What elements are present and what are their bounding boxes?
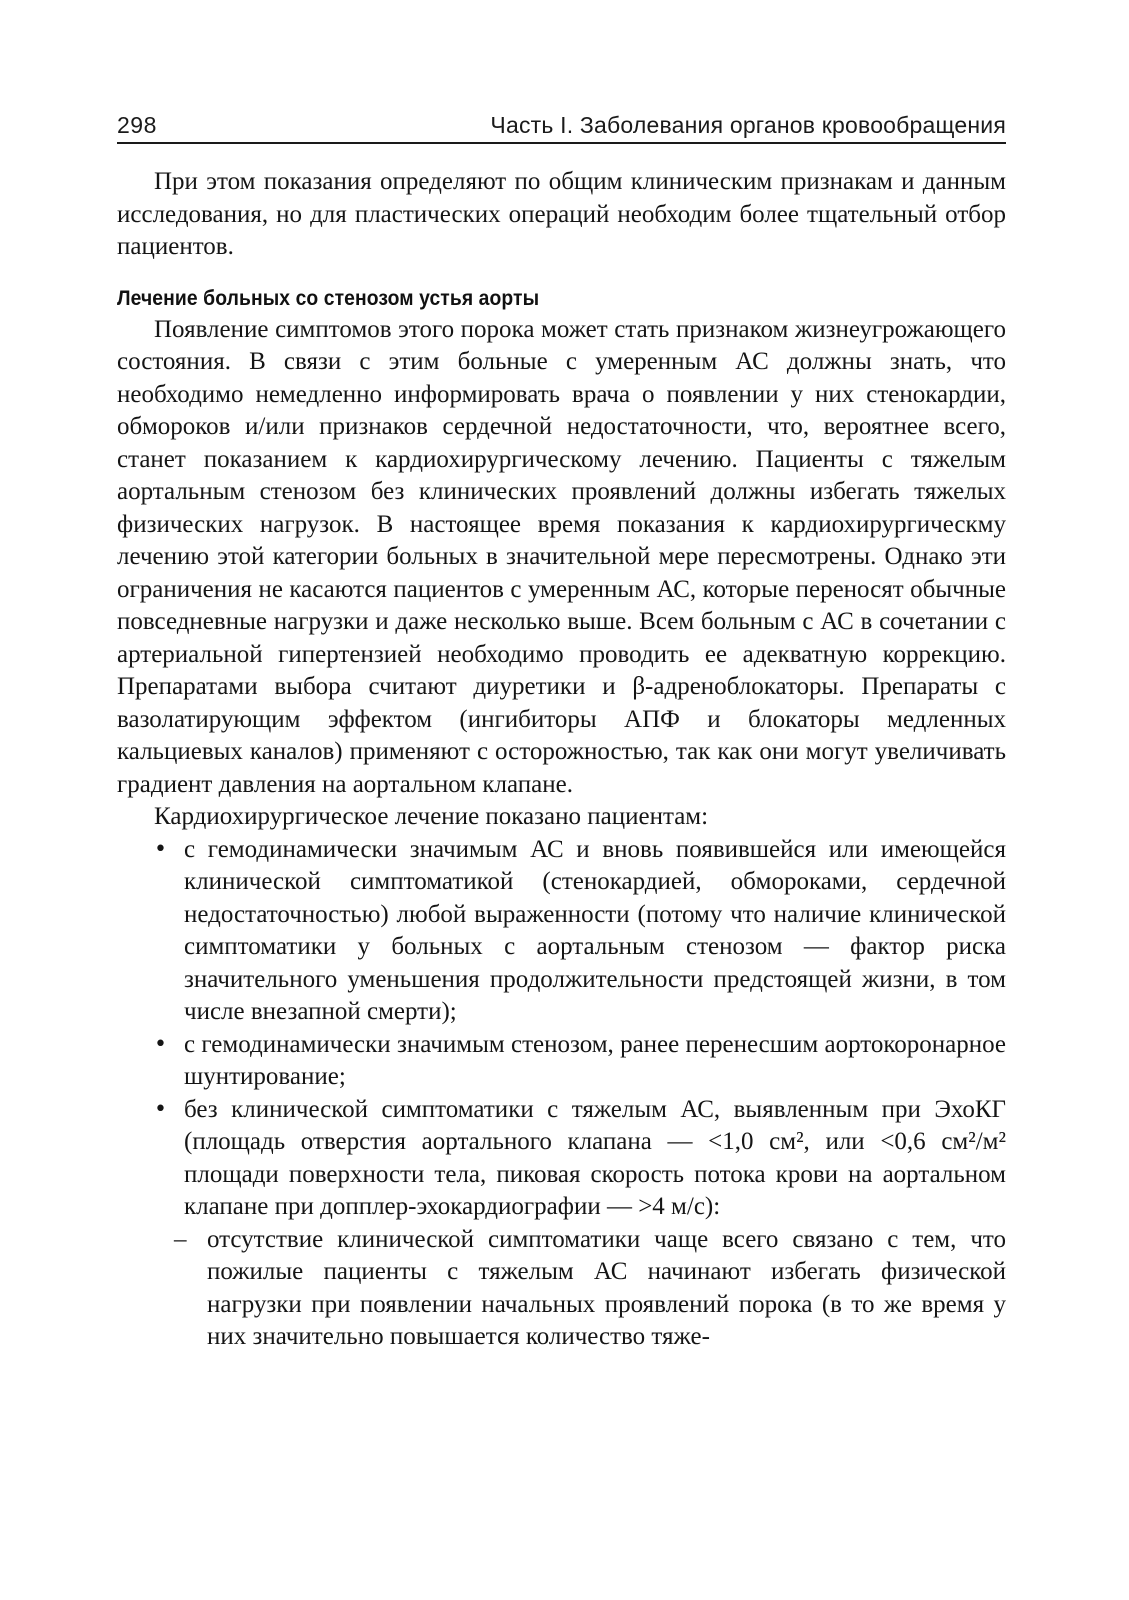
list-item (117, 1094, 1006, 1224)
running-header (117, 108, 1006, 144)
bullet-icon: • (154, 1031, 167, 1057)
list-item-text: с гемодинамически значимым стенозом, ранее перенесшим аортокоронарное шунтирование; (184, 1030, 1006, 1090)
body-paragraph: Кардиохирургическое лечение показано пациентам: (154, 803, 709, 830)
intro-paragraph: При этом показания определяют по общим клиническим признакам и данным исследования, но для пластических операций необходим более тщательный отбор пациентов. (117, 168, 1006, 260)
sub-list-item-text: отсутствие клинической симптоматики чаще всего связано с тем, что пожилые пациенты с тяжелым АС начинают избегать физической нагрузки при появлении начальных проявлений порока (в то же время у них значительно повышается количество тяже- (207, 1225, 1006, 1350)
bullet-icon: • (154, 836, 167, 862)
list-item (117, 1029, 1006, 1094)
sub-list-item (117, 1224, 1006, 1354)
indications-list (117, 834, 1006, 1224)
page-number: 298 (117, 112, 157, 138)
section-heading: Лечение больных со стенозом устья аорты (117, 286, 540, 310)
list-item (117, 834, 1006, 1029)
list-item-text: с гемодинамически значимым АС и вновь появившейся или имеющейся клинической симптоматикой (стенокардией, обмороками, сердечной недостаточностью) любой выраженности (потому что наличие клинической симптоматики у больных с аортальным стенозом — фактор риска значительного уменьшения продолжительности предстоящей жизни, в том числе внезапной смерти); (184, 835, 1006, 1025)
dash-icon: – (174, 1225, 187, 1253)
bullet-icon: • (154, 1096, 167, 1122)
sub-list (117, 1224, 1006, 1354)
running-title: Часть I. Заболевания органов кровообращения (490, 112, 1006, 138)
body-paragraph: Появление симптомов этого порока может стать признаком жизнеугрожающего состояния. В связи с этим больные с умеренным АС должны знать, что необходимо немедленно информировать врача о появлении у них стенокардии, обмороков и/или признаков сердечной недостаточности, что, вероятнее всего, станет показанием к кардиохирургическому лечению. Пациенты с тяжелым аортальным стенозом без клинических проявлений должны избегать тяжелых физических нагрузок. В настоящее время показания к кардиохирургическму лечению этой категории больных в значительной мере пересмотрены. Однако эти ограничения не касаются пациентов с умеренным АС, которые переносят обычные повседневные нагрузки и даже несколько выше. Всем больным с АС в сочетании с артериальной гипертензией необходимо проводить ее адекватную коррекцию. Препаратами выбора считают диуретики и β-адреноблокаторы. Препараты с вазолатирующим эффектом (ингибиторы АПФ и блокаторы медленных кальциевых каналов) применяют с осторожностью, так как они могут увеличивать градиент давления на аортальном клапане. (117, 315, 1006, 798)
list-item-text: без клинической симптоматики с тяжелым АС, выявленным при ЭхоКГ (площадь отверстия аортального клапана — <1,0 см², или <0,6 см²/м² площади поверхности тела, пиковая скорость потока крови на аортальном клапане при допплер-эхокардиографии — >4 м/с): (184, 1095, 1006, 1220)
page-body (117, 166, 1006, 1354)
